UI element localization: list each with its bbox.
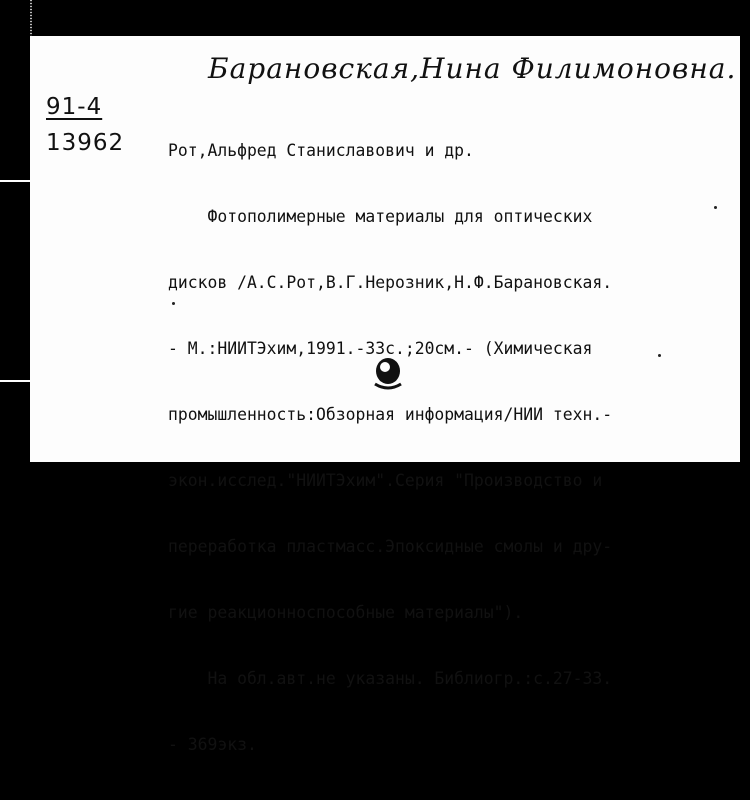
entry-line: дисков /А.С.Рот,В.Г.Нерозник,Н.Ф.Барановская. [168, 273, 613, 292]
scan-left-border [0, 0, 30, 494]
border-tick [0, 380, 30, 382]
entry-line: - М.:НИИТЭхим,1991.-33с.;20см.- (Химическая [168, 339, 593, 358]
entry-line: На обл.авт.не указаны. Библиогр.:с.27-33. [168, 669, 613, 688]
handwritten-author-name: Барановская,Нина Филимоновна. [208, 52, 737, 85]
punch-hole-icon [371, 354, 405, 390]
paper-speck [658, 354, 661, 357]
bibliographic-entry [168, 96, 728, 800]
entry-line: промышленность:Обзорная информация/НИИ техн.- [168, 405, 613, 424]
entry-line: - 369экз. [168, 735, 257, 754]
entry-line: переработка пластмасс.Эпоксидные смолы и дру- [168, 537, 613, 556]
scan-right-border [740, 0, 750, 494]
border-tick [0, 180, 30, 182]
catalog-card [30, 36, 740, 754]
entry-line: экон.исслед."НИИТЭхим".Серия "Производство и [168, 471, 603, 490]
paper-speck [714, 206, 717, 209]
paper-speck [172, 302, 175, 305]
entry-line: гие реакционноспособные материалы"). [168, 603, 524, 622]
entry-line: Рот,Альфред Станиславович и др. [168, 141, 474, 160]
shelf-mark-top: 91-4 [46, 94, 103, 120]
shelf-mark-bottom: 13962 [46, 130, 125, 156]
entry-line: Фотополимерные материалы для оптических [168, 207, 593, 226]
